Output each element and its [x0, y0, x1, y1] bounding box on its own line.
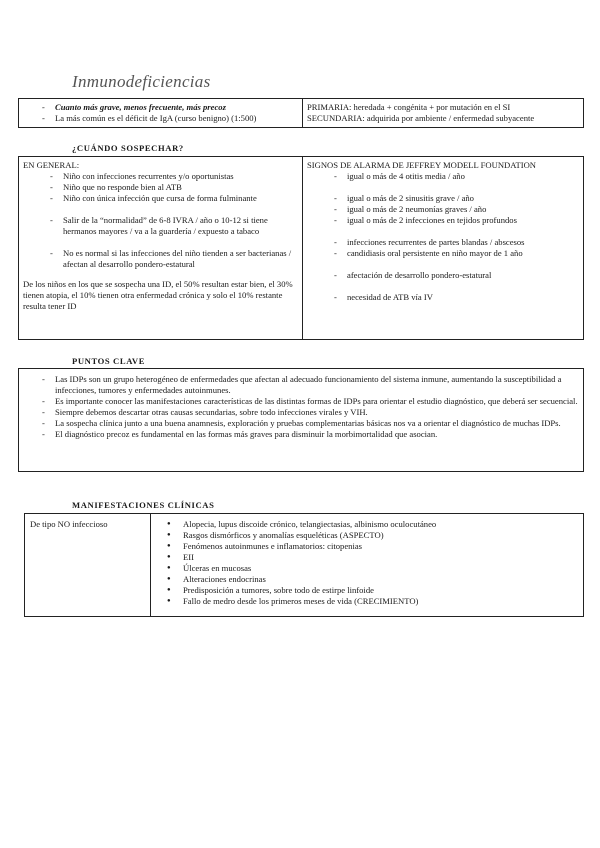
- manifestacion-item: ● Alopecia, lupus discoide crónico, telangiectasias, albinismo oculocutáneo: [165, 519, 580, 530]
- intro-left-item: - Cuanto más grave, menos frecuente, más precoz: [33, 102, 298, 113]
- general-note: De los niños en los que se sospecha una ID, el 50% resultan estar bien, el 30% tienen atopia, el 10% tienen otra enfermedad crónica y solo el 10% restante resulta tener ID: [23, 279, 293, 311]
- intro-divider: [302, 99, 303, 127]
- intro-secundaria: SECUNDARIA: adquirida por ambiente / enfermedad subyacente: [307, 113, 535, 123]
- manifestaciones-heading: MANIFESTACIONES CLÍNICAS: [72, 500, 215, 510]
- signos-item: - afectación de desarrollo pondero-estatural: [325, 270, 581, 281]
- manifestaciones-list: [165, 519, 580, 607]
- signos-spacer: [325, 182, 581, 193]
- puntos-item: - Siempre debemos descartar otras causas secundarias, sobre todo infecciones virales y VIH.: [33, 407, 579, 418]
- page-title: Inmunodeficiencias: [72, 72, 211, 91]
- manifestaciones-label: De tipo NO infeccioso: [30, 519, 108, 529]
- signos-item: - igual o más de 4 otitis media / año: [325, 171, 581, 182]
- manifestacion-item: ● EII: [165, 552, 580, 563]
- puntos-list: [33, 374, 579, 440]
- general-title: EN GENERAL:: [23, 160, 80, 170]
- signos-item: - infecciones recurrentes de partes blandas / abscesos: [325, 237, 581, 248]
- general-item: - Niño con infecciones recurrentes y/o oportunistas: [41, 171, 297, 182]
- signos-item: - igual o más de 2 sinusitis grave / año: [325, 193, 581, 204]
- signos-item: - igual o más de 2 neumonías graves / año: [325, 204, 581, 215]
- puntos-box: [18, 368, 584, 472]
- general-item: - No es normal si las infecciones del niño tienden a ser bacterianas / afectan al desarrollo pondero-estatural: [41, 248, 297, 270]
- signos-item: - candidiasis oral persistente en niño mayor de 1 año: [325, 248, 581, 259]
- general-spacer: [41, 204, 297, 215]
- sospechar-heading: ¿CUÁNDO SOSPECHAR?: [72, 143, 184, 153]
- manifestacion-item: ● Úlceras en mucosas: [165, 563, 580, 574]
- general-item: - Niño con única infección que cursa de forma fulminante: [41, 193, 297, 204]
- manifestaciones-divider: [150, 514, 151, 616]
- general-item: - Salir de la “normalidad” de 6-8 IVRA / año o 10-12 si tiene hermanos mayores / va a la guardería / expuesto a tabaco: [41, 215, 297, 237]
- puntos-heading: PUNTOS CLAVE: [72, 356, 146, 366]
- sospechar-divider: [302, 157, 303, 339]
- manifestacion-item: ● Alteraciones endocrinas: [165, 574, 580, 585]
- general-item: - Niño que no responde bien al ATB: [41, 182, 297, 193]
- intro-left-item: - La más común es el déficit de IgA (curso benigno) (1:500): [33, 113, 298, 124]
- signos-column: [307, 160, 581, 303]
- signos-item: - igual o más de 2 infecciones en tejidos profundos: [325, 215, 581, 226]
- manifestacion-item: ● Fenómenos autoinmunes e inflamatorios: citopenias: [165, 541, 580, 552]
- puntos-item: - Es importante conocer las manifestaciones características de las distintas formas de IDPs para orientar el estudio diagnóstico, que deberá ser secuencial.: [33, 396, 579, 407]
- intro-table: [18, 98, 584, 128]
- intro-right: [307, 102, 582, 124]
- manifestacion-item: ● Predisposición a tumores, sobre todo de estirpe linfoide: [165, 585, 580, 596]
- signos-title: SIGNOS DE ALARMA DE JEFFREY MODELL FOUNDATION: [307, 160, 537, 170]
- intro-primaria: PRIMARIA: heredada + congénita + por mutación en el SI: [307, 102, 511, 112]
- signos-spacer: [325, 259, 581, 270]
- general-spacer: [41, 237, 297, 248]
- manifestaciones-table: [24, 513, 584, 617]
- puntos-item: - Las IDPs son un grupo heterogéneo de enfermedades que afectan al adecuado funcionamiento del sistema inmune, aumentando la susceptibilidad a infecciones, tumores y enfermedades autoinmunes.: [33, 374, 579, 396]
- manifestacion-item: ● Rasgos dismórficos y anomalías esqueléticas (ASPECTO): [165, 530, 580, 541]
- intro-left: [33, 102, 298, 124]
- signos-spacer: [325, 226, 581, 237]
- sospechar-table: [18, 156, 584, 340]
- signos-item: - necesidad de ATB vía IV: [325, 292, 581, 303]
- general-column: [23, 160, 297, 312]
- puntos-item: - El diagnóstico precoz es fundamental en las formas más graves para disminuir la morbimortalidad que asocian.: [33, 429, 579, 440]
- manifestacion-item: ● Fallo de medro desde los primeros meses de vida (CRECIMIENTO): [165, 596, 580, 607]
- puntos-item: - La sospecha clínica junto a una buena anamnesis, exploración y pruebas complementarias básicas nos va a orientar el diagnóstico de muchas IDPs.: [33, 418, 579, 429]
- signos-spacer: [325, 281, 581, 292]
